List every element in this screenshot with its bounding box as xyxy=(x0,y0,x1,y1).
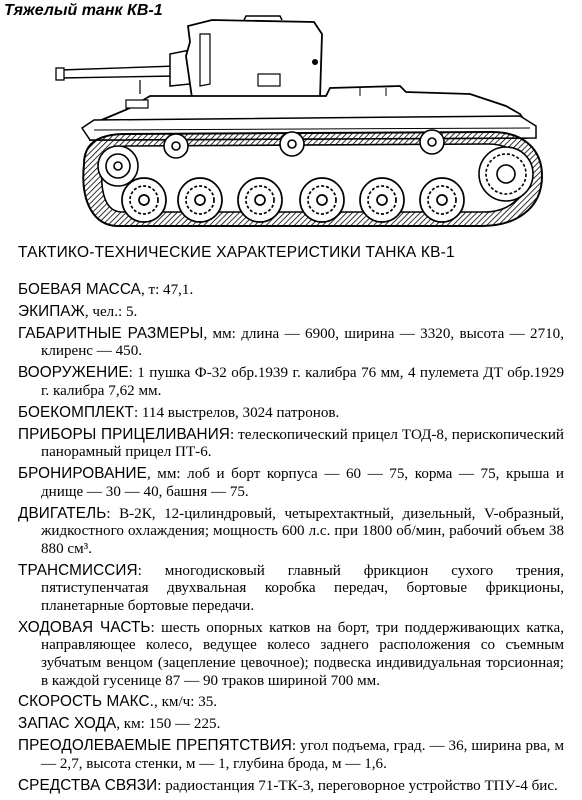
spec-max-speed: СКОРОСТЬ МАКС., км/ч: 35. xyxy=(18,693,218,711)
tank-side-view-drawing xyxy=(30,14,566,240)
spec-dimensions: ГАБАРИТНЫЕ РАЗМЕРЫ, мм: длина — 6900, ширина — 3320, высота — 2710, клиренс — 450. xyxy=(18,324,564,360)
spec-combat-weight: БОЕВАЯ МАССА, т: 47,1. xyxy=(18,281,194,298)
specs-list xyxy=(18,281,564,799)
spec-ammunition: БОЕКОМПЛЕКТ: 114 выстрелов, 3024 патронов. xyxy=(18,403,340,421)
spec-range: ЗАПАС ХОДА, км: 150 — 225. xyxy=(18,715,221,733)
spec-communications: СРЕДСТВА СВЯЗИ: радиостанция 71-ТК-3, переговорное устройство ТПУ-4 бис. xyxy=(18,776,558,794)
spec-armor: БРОНИРОВАНИЕ, мм: лоб и борт корпуса — 60 — 75, корма — 75, крыша и днище — 30 — 40, башня — 75. xyxy=(18,465,564,500)
spec-crew: ЭКИПАЖ, чел.: 5. xyxy=(18,302,138,320)
spec-armament: ВООРУЖЕНИЕ: 1 пушка Ф-32 обр.1939 г. калибра 76 мм, 4 пулемета ДТ обр.1929 г. калибра 7,62 мм. xyxy=(18,364,564,399)
spec-sights: ПРИБОРЫ ПРИЦЕЛИВАНИЯ: телескопический прицел ТОД-8, перископический панорамный прицел ПТ-6. xyxy=(18,425,564,461)
page-title: Тяжелый танк КВ-1 xyxy=(4,2,163,19)
spec-engine: ДВИГАТЕЛЬ: В-2К, 12-цилиндровый, четырехтактный, дизельный, V-образный, жидкостного охлаждения; мощность 600 л.с. при 1800 об/мин, рабочий объем 38 880 см³. xyxy=(18,504,564,557)
spec-running-gear: ХОДОВАЯ ЧАСТЬ: шесть опорных катков на борт, три поддерживающих катка, направляющее колесо, ведущее колесо заднего расположения со съемным зубчатым венцом (зацепление цевочное); подвеска индивидуальная торсионная; в каждой гусенице 87 — 90 траков шириной 700 мм. xyxy=(18,618,564,689)
specs-heading: ТАКТИКО-ТЕХНИЧЕСКИЕ ХАРАКТЕРИСТИКИ ТАНКА КВ-1 xyxy=(18,244,455,261)
spec-transmission: ТРАНСМИССИЯ: многодисковый главный фрикцион сухого трения, пятиступенчатая двухвальная коробка передач, бортовые фрикционы, планетарные бортовые передачи. xyxy=(18,561,564,614)
spec-obstacles: ПРЕОДОЛЕВАЕМЫЕ ПРЕПЯТСТВИЯ: угол подъема, град. — 36, ширина рва, м — 2,7, высота стенки, м — 1, глубина брода, м — 1,6. xyxy=(18,737,564,772)
